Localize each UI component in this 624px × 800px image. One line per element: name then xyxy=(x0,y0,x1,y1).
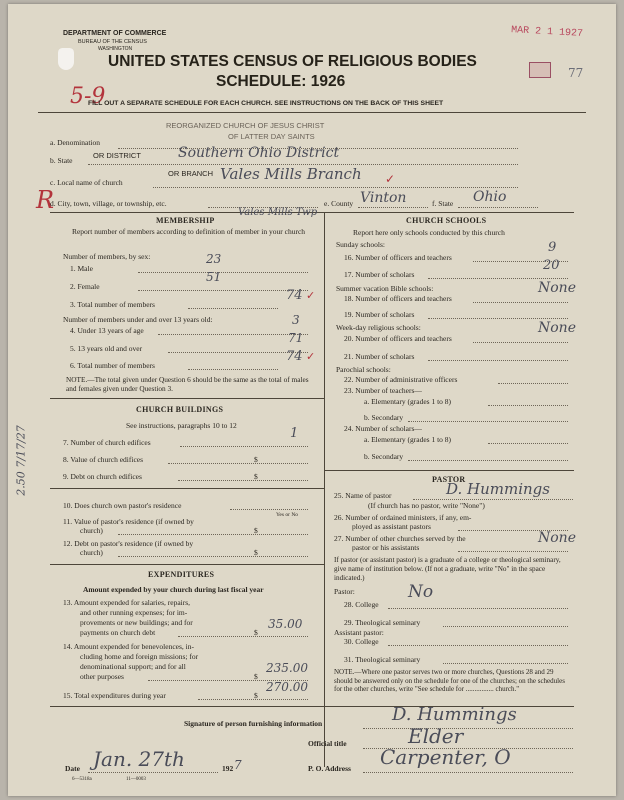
q13-line-2: and other running expenses; for im- xyxy=(80,608,188,617)
local-name-label: c. Local name of church xyxy=(50,178,123,187)
female-value: 51 xyxy=(206,270,222,284)
q30-label: 30. College xyxy=(344,637,379,646)
stamp-number: 77 xyxy=(568,66,584,80)
buildings-instructions: See instructions, paragraphs 10 to 12 xyxy=(126,421,237,430)
q28-value: No xyxy=(408,582,434,602)
q25-note: (If church has no pastor, write "None") xyxy=(368,501,485,510)
over-13-value: 71 xyxy=(288,331,304,345)
date-line xyxy=(88,772,218,773)
membership-bottom-rule xyxy=(50,398,324,399)
male-label: 1. Male xyxy=(70,264,93,273)
q29-line xyxy=(443,626,568,627)
q31-line xyxy=(443,663,568,664)
state2-line xyxy=(458,207,538,208)
pastor-heading: PASTOR xyxy=(432,475,466,484)
expenditures-heading: EXPENDITURES xyxy=(148,570,215,579)
q25-value: D. Hummings xyxy=(446,480,550,498)
q26-label-2: ployed as assistant pastors xyxy=(352,522,431,531)
state-label: b. State xyxy=(50,156,73,165)
total-members-value: 74 xyxy=(286,288,303,303)
county-line xyxy=(358,207,428,208)
over-13-label: 5. 13 years old and over xyxy=(70,344,143,353)
address-line xyxy=(363,772,573,773)
q14-dollar: $ xyxy=(254,672,258,681)
q20-label: 20. Number of officers and teachers xyxy=(344,334,452,343)
q13-line xyxy=(178,636,308,637)
denomination-label: a. Denomination xyxy=(50,138,100,147)
q16-label: 16. Number of officers and teachers xyxy=(344,253,452,262)
q17-line xyxy=(428,278,568,279)
q7-line xyxy=(180,446,308,447)
handwritten-number: 5-9 xyxy=(70,84,106,109)
margin-note: 2.50 7/17/27 xyxy=(14,425,28,496)
date-value: Jan. 27th xyxy=(93,747,185,771)
q27-line xyxy=(458,551,568,552)
q9-dollar: $ xyxy=(254,472,258,481)
q24b-line xyxy=(408,460,568,461)
q14-line-1: 14. Amount expended for benevolences, in- xyxy=(63,642,195,651)
q7-value: 1 xyxy=(290,426,299,441)
q14-line-2: cluding home and foreign missions; for xyxy=(80,652,199,661)
buildings-bottom-rule xyxy=(50,564,324,565)
total-2-checkmark: ✓ xyxy=(306,350,316,363)
stamp-box xyxy=(529,62,551,78)
local-checkmark: ✓ xyxy=(385,172,396,186)
schools-bottom-rule xyxy=(324,470,574,471)
membership-note: NOTE.—The total given under Question 6 should be the same as the total of males and females given under Question 3. xyxy=(66,375,309,393)
total-members-2-value: 74 xyxy=(286,349,303,364)
membership-heading: MEMBERSHIP xyxy=(156,216,215,225)
schedule-title: SCHEDULE: 1926 xyxy=(216,73,346,90)
assistant-sublabel: Assistant pastor: xyxy=(334,628,384,637)
schools-heading: CHURCH SCHOOLS xyxy=(406,216,487,225)
q12-label-2: church) xyxy=(80,548,103,557)
address-label: P. O. Address xyxy=(308,764,351,773)
weekday-label: Week-day religious schools: xyxy=(336,323,421,332)
q12-label-1: 12. Debt on pastor's residence (if owned by xyxy=(63,539,194,548)
total-2-line xyxy=(188,369,278,370)
q8-label: 8. Value of church edifices xyxy=(63,455,144,464)
header-rule xyxy=(38,112,586,113)
membership-intro: Report number of members according to definition of member in your church xyxy=(71,227,306,236)
q11-dollar: $ xyxy=(254,526,258,535)
q24b-label: b. Secondary xyxy=(364,452,404,461)
q13-value: 35.00 xyxy=(268,617,303,631)
by-sex-label: Number of members, by sex: xyxy=(63,252,151,261)
punch-hole xyxy=(58,48,74,70)
total-members-label: 3. Total number of members xyxy=(70,300,155,309)
q8-line xyxy=(168,463,308,464)
q28-label: 28. College xyxy=(344,600,379,609)
q28-line xyxy=(388,608,568,609)
county-value: Vinton xyxy=(360,190,407,206)
buildings-heading: CHURCH BUILDINGS xyxy=(136,405,224,414)
q11-label-2: church) xyxy=(80,526,103,535)
membership-hand-note: Vales Mills Twp xyxy=(238,207,318,218)
under-13-line xyxy=(158,334,308,335)
q27-value: None xyxy=(538,530,576,546)
date-label: Date xyxy=(65,764,80,773)
q23-label: 23. Number of teachers— xyxy=(344,386,422,395)
q14-line-3: denominational support; and for all xyxy=(80,662,186,671)
q8-dollar: $ xyxy=(254,455,258,464)
q9-label: 9. Debt on church edifices xyxy=(63,472,142,481)
q15-value: 270.00 xyxy=(266,680,308,694)
q17-value: 20 xyxy=(543,258,560,273)
q10-label: 10. Does church own pastor's residence xyxy=(63,501,182,510)
department-label: DEPARTMENT OF COMMERCE xyxy=(63,30,167,37)
official-title-value: Elder xyxy=(408,724,464,748)
q11-label-1: 11. Value of pastor's residence (if owned by xyxy=(63,517,194,526)
column-divider xyxy=(324,212,325,767)
q21-label: 21. Number of scholars xyxy=(344,352,415,361)
q23b-label: b. Secondary xyxy=(364,413,404,422)
official-title-label: Official title xyxy=(308,739,347,748)
sunday-label: Sunday schools: xyxy=(336,240,385,249)
q24a-line xyxy=(488,443,568,444)
q23b-line xyxy=(408,421,568,422)
q16-value: 9 xyxy=(548,240,557,255)
total-checkmark: ✓ xyxy=(306,289,316,302)
q27-label-2: pastor or his assistants xyxy=(352,543,420,552)
pastor-sublabel: Pastor: xyxy=(334,587,355,596)
parochial-label: Parochial schools: xyxy=(336,365,391,374)
state2-label: f. State xyxy=(432,199,454,208)
signature-label: Signature of person furnishing information xyxy=(184,719,323,728)
q13-line-3: provements or new buildings; and for xyxy=(80,618,193,627)
district-value: Southern Ohio District xyxy=(178,145,340,161)
male-value: 23 xyxy=(206,252,222,266)
district-printed: OR DISTRICT xyxy=(93,151,141,160)
q22-label: 22. Number of administrative officers xyxy=(344,375,458,384)
female-line xyxy=(138,290,308,291)
q13-line-4: payments on church debt xyxy=(80,628,156,637)
year-label: 192 xyxy=(222,764,234,773)
graduate-note: If pastor (or assistant pastor) is a graduate of a college or theological seminary, give name of institution below. (If not a graduate, write "No" in the space indicated.) xyxy=(334,556,561,582)
q23a-label: a. Elementary (grades 1 to 8) xyxy=(364,397,452,406)
total-members-2-label: 6. Total number of members xyxy=(70,361,155,370)
yes-no-label: Yes or No xyxy=(276,512,299,518)
local-line xyxy=(153,187,518,188)
received-date-stamp: MAR 2 1 1927 xyxy=(510,25,584,40)
q21-line xyxy=(428,360,568,361)
q14-line-4: other purposes xyxy=(80,672,124,681)
q24a-label: a. Elementary (grades 1 to 8) xyxy=(364,435,452,444)
age-intro-label: Number of members under and over 13 years old: xyxy=(63,315,213,324)
q29-label: 29. Theological seminary xyxy=(344,618,421,627)
q13-dollar: $ xyxy=(254,628,258,637)
q18-line xyxy=(473,302,568,303)
q20-line xyxy=(473,342,568,343)
q12-line xyxy=(118,556,308,557)
q26-label-1: 26. Number of ordained ministers, if any, em- xyxy=(334,513,472,522)
male-line xyxy=(138,272,308,273)
q10-line xyxy=(230,509,308,510)
buildings-mid-rule xyxy=(50,488,324,489)
signature-line xyxy=(363,728,573,729)
female-label: 2. Female xyxy=(70,282,100,291)
form-title: UNITED STATES CENSUS OF RELIGIOUS BODIES xyxy=(108,53,477,70)
total-members-line xyxy=(188,308,278,309)
q11-line xyxy=(118,534,308,535)
q18-label: 18. Number of officers and teachers xyxy=(344,294,452,303)
denomination-printed-1: REORGANIZED CHURCH OF JESUS CHRIST xyxy=(166,121,325,130)
q19-line xyxy=(428,318,568,319)
q15-line xyxy=(198,699,308,700)
under-13-label: 4. Under 13 years of age xyxy=(70,326,144,335)
instruction-text: FILL OUT A SEPARATE SCHEDULE FOR EACH CHURCH. SEE INSTRUCTIONS ON THE BACK OF THIS SHEET xyxy=(88,100,444,107)
local-name-value: Vales Mills Branch xyxy=(220,165,362,183)
state2-value: Ohio xyxy=(473,189,507,205)
q31-label: 31. Theological seminary xyxy=(344,655,421,664)
pastor-note: NOTE.—Where one pastor serves two or more churches, Questions 28 and 29 should be answered only on the schedule for one of the churches; on the schedules for the other churches, write "See schedule for ................ church." xyxy=(334,668,565,693)
q7-label: 7. Number of church edifices xyxy=(63,438,151,447)
q9-line xyxy=(178,480,308,481)
address-value: Carpenter, O xyxy=(380,745,511,769)
year-value: 7 xyxy=(234,758,242,772)
signature-value: D. Hummings xyxy=(392,704,517,725)
summer-label: Summer vacation Bible schools: xyxy=(336,284,434,293)
q15-label: 15. Total expenditures during year xyxy=(63,691,166,700)
q17-label: 17. Number of scholars xyxy=(344,270,415,279)
q23a-line xyxy=(488,405,568,406)
q20-value: None xyxy=(538,320,576,336)
q19-label: 19. Number of scholars xyxy=(344,310,415,319)
q24-label: 24. Number of scholars— xyxy=(344,424,422,433)
q30-line xyxy=(388,645,568,646)
q14-value: 235.00 xyxy=(266,661,308,675)
handwritten-r: R xyxy=(36,186,55,214)
census-schedule-page xyxy=(8,4,616,796)
q22-line xyxy=(498,383,568,384)
form-code-2: 11—0003 xyxy=(126,777,146,782)
branch-printed: OR BRANCH xyxy=(168,169,214,178)
q27-label-1: 27. Number of other churches served by the xyxy=(334,534,466,543)
under-13-value: 3 xyxy=(292,313,300,327)
bureau-label: BUREAU OF THE CENSUS xyxy=(78,39,147,45)
form-code: 6—5318a xyxy=(72,777,92,782)
q25-label: 25. Name of pastor xyxy=(334,491,392,500)
schools-intro: Report here only schools conducted by this church xyxy=(353,228,505,237)
q12-dollar: $ xyxy=(254,548,258,557)
q25-line xyxy=(413,499,573,500)
q13-line-1: 13. Amount expended for salaries, repairs, xyxy=(63,598,191,607)
denomination-printed-2: OF LATTER DAY SAINTS xyxy=(228,132,315,141)
q15-dollar: $ xyxy=(254,691,258,700)
city-label: WASHINGTON xyxy=(98,46,133,52)
city-label: d. City, town, village, or township, etc. xyxy=(50,199,167,208)
q18-value: None xyxy=(538,280,576,296)
expenditures-intro: Amount expended by your church during last fiscal year xyxy=(83,585,264,594)
county-label: e. County xyxy=(324,199,354,208)
